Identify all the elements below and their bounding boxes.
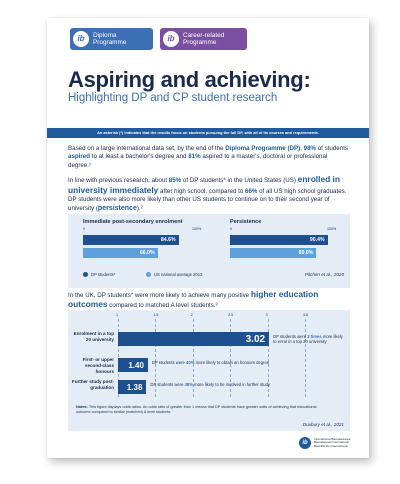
persistence-bar-us: 80.0%: [230, 248, 316, 258]
axis-end-label: 100%: [192, 227, 202, 231]
ib-logo-icon: ib: [73, 31, 89, 47]
axis-start-label: 0: [230, 227, 232, 231]
odds-row-description: DP students were 3 times more likely to enrol in a top 20 university: [273, 334, 343, 345]
axis-end-label: 100%: [327, 227, 337, 231]
odds-tick-label: 3: [265, 313, 268, 317]
odds-row-label: Further study post-graduation: [71, 379, 114, 390]
page-title: Aspiring and achieving:: [68, 67, 311, 92]
odds-notes: Notes: This figure displays odds ratios. An odds ratio of greater than 1 means that DP students have greater odds of achieving that educational outcome compared to similar (matched) A level students.: [76, 405, 317, 415]
ib-logo-icon: ib: [299, 437, 311, 449]
legend-dp-swatch: [83, 272, 88, 277]
odds-chart-panel: [68, 310, 350, 431]
dp-logo: [70, 28, 153, 50]
legend-us-swatch: [146, 272, 151, 277]
legend-dp: DP students*: [83, 272, 115, 277]
persistence-chart-title: Persistence: [230, 219, 262, 225]
dp-logo-line1: Diploma: [93, 31, 117, 39]
uk-paragraph: In the UK, DP students* were more likely to achieve many positive higher education outcomes compared to matched A level students.³: [68, 289, 319, 310]
ib-logo-icon: ib: [163, 31, 179, 47]
odds-bar: 1.38: [118, 380, 146, 394]
poster: [47, 18, 369, 458]
odds-row-description: DP students were 38% more likely to be involved in further study: [150, 382, 270, 387]
ib-footer-logo: ib International Baccalaureate Baccalauréat International Bachillerato Internacional: [299, 437, 351, 449]
odds-tick-label: 3.5: [303, 313, 308, 317]
enrolment-bar-us: 66.0%: [83, 248, 158, 258]
persistence-bar-dp: 90.4%: [230, 235, 328, 245]
enrolment-paragraph: In line with previous research, about 85% of DP students* in the United States (US) enrolled in university immediately after high school, compared to 66% of all US high school graduates. DP students were also more likely than other US students to continue on to their second year of university (persistence).²: [68, 174, 347, 212]
axis-start-label: 0: [83, 227, 85, 231]
odds-tick-label: 2: [190, 313, 193, 317]
asterisk-note: An asterisk (*) indicates that the results focus on students pursuing the full DP, with all of its courses and requirements.: [47, 128, 369, 138]
odds-row-description: DP students were 40% more likely to obtain an honours degree: [151, 360, 270, 365]
enrolment-chart-title: Immediate post-secondary enrolment: [83, 219, 183, 225]
cp-logo-line1: Career-related: [183, 31, 225, 39]
header: [47, 18, 369, 56]
odds-tick-label: 2.5: [228, 313, 234, 317]
odds-row-label: Enrolment in a top 20 university: [73, 331, 114, 342]
odds-grid-line: [305, 319, 306, 397]
odds-tick-label: 1: [116, 313, 118, 317]
intro-paragraph: Based on a large international data set, by the end of the Diploma Programme (DP), 98% of students aspired to at least a bachelor's degree and 81% aspired to a master's, doctoral or professional degree.¹: [68, 145, 349, 169]
citation: Pilchen et al., 2020: [304, 272, 344, 277]
citation: Duxbury et al., 2021: [302, 422, 344, 427]
enrolment-bar-dp: 84.6%: [83, 235, 179, 245]
odds-tick-label: 1.5: [153, 313, 159, 317]
odds-bar: 3.02: [118, 332, 269, 346]
odds-row-label: First- or upper second-class honours: [82, 357, 114, 374]
page-subtitle: Highlighting DP and CP student research: [68, 92, 278, 104]
enrolment-chart-panel: [68, 214, 350, 288]
odds-bar: 1.40: [118, 358, 148, 372]
dp-logo-line2: Programme: [93, 39, 127, 46]
cp-logo: [160, 28, 247, 50]
legend-us: US national average 2013: [146, 272, 202, 277]
cp-logo-line2: Programme: [183, 39, 217, 46]
